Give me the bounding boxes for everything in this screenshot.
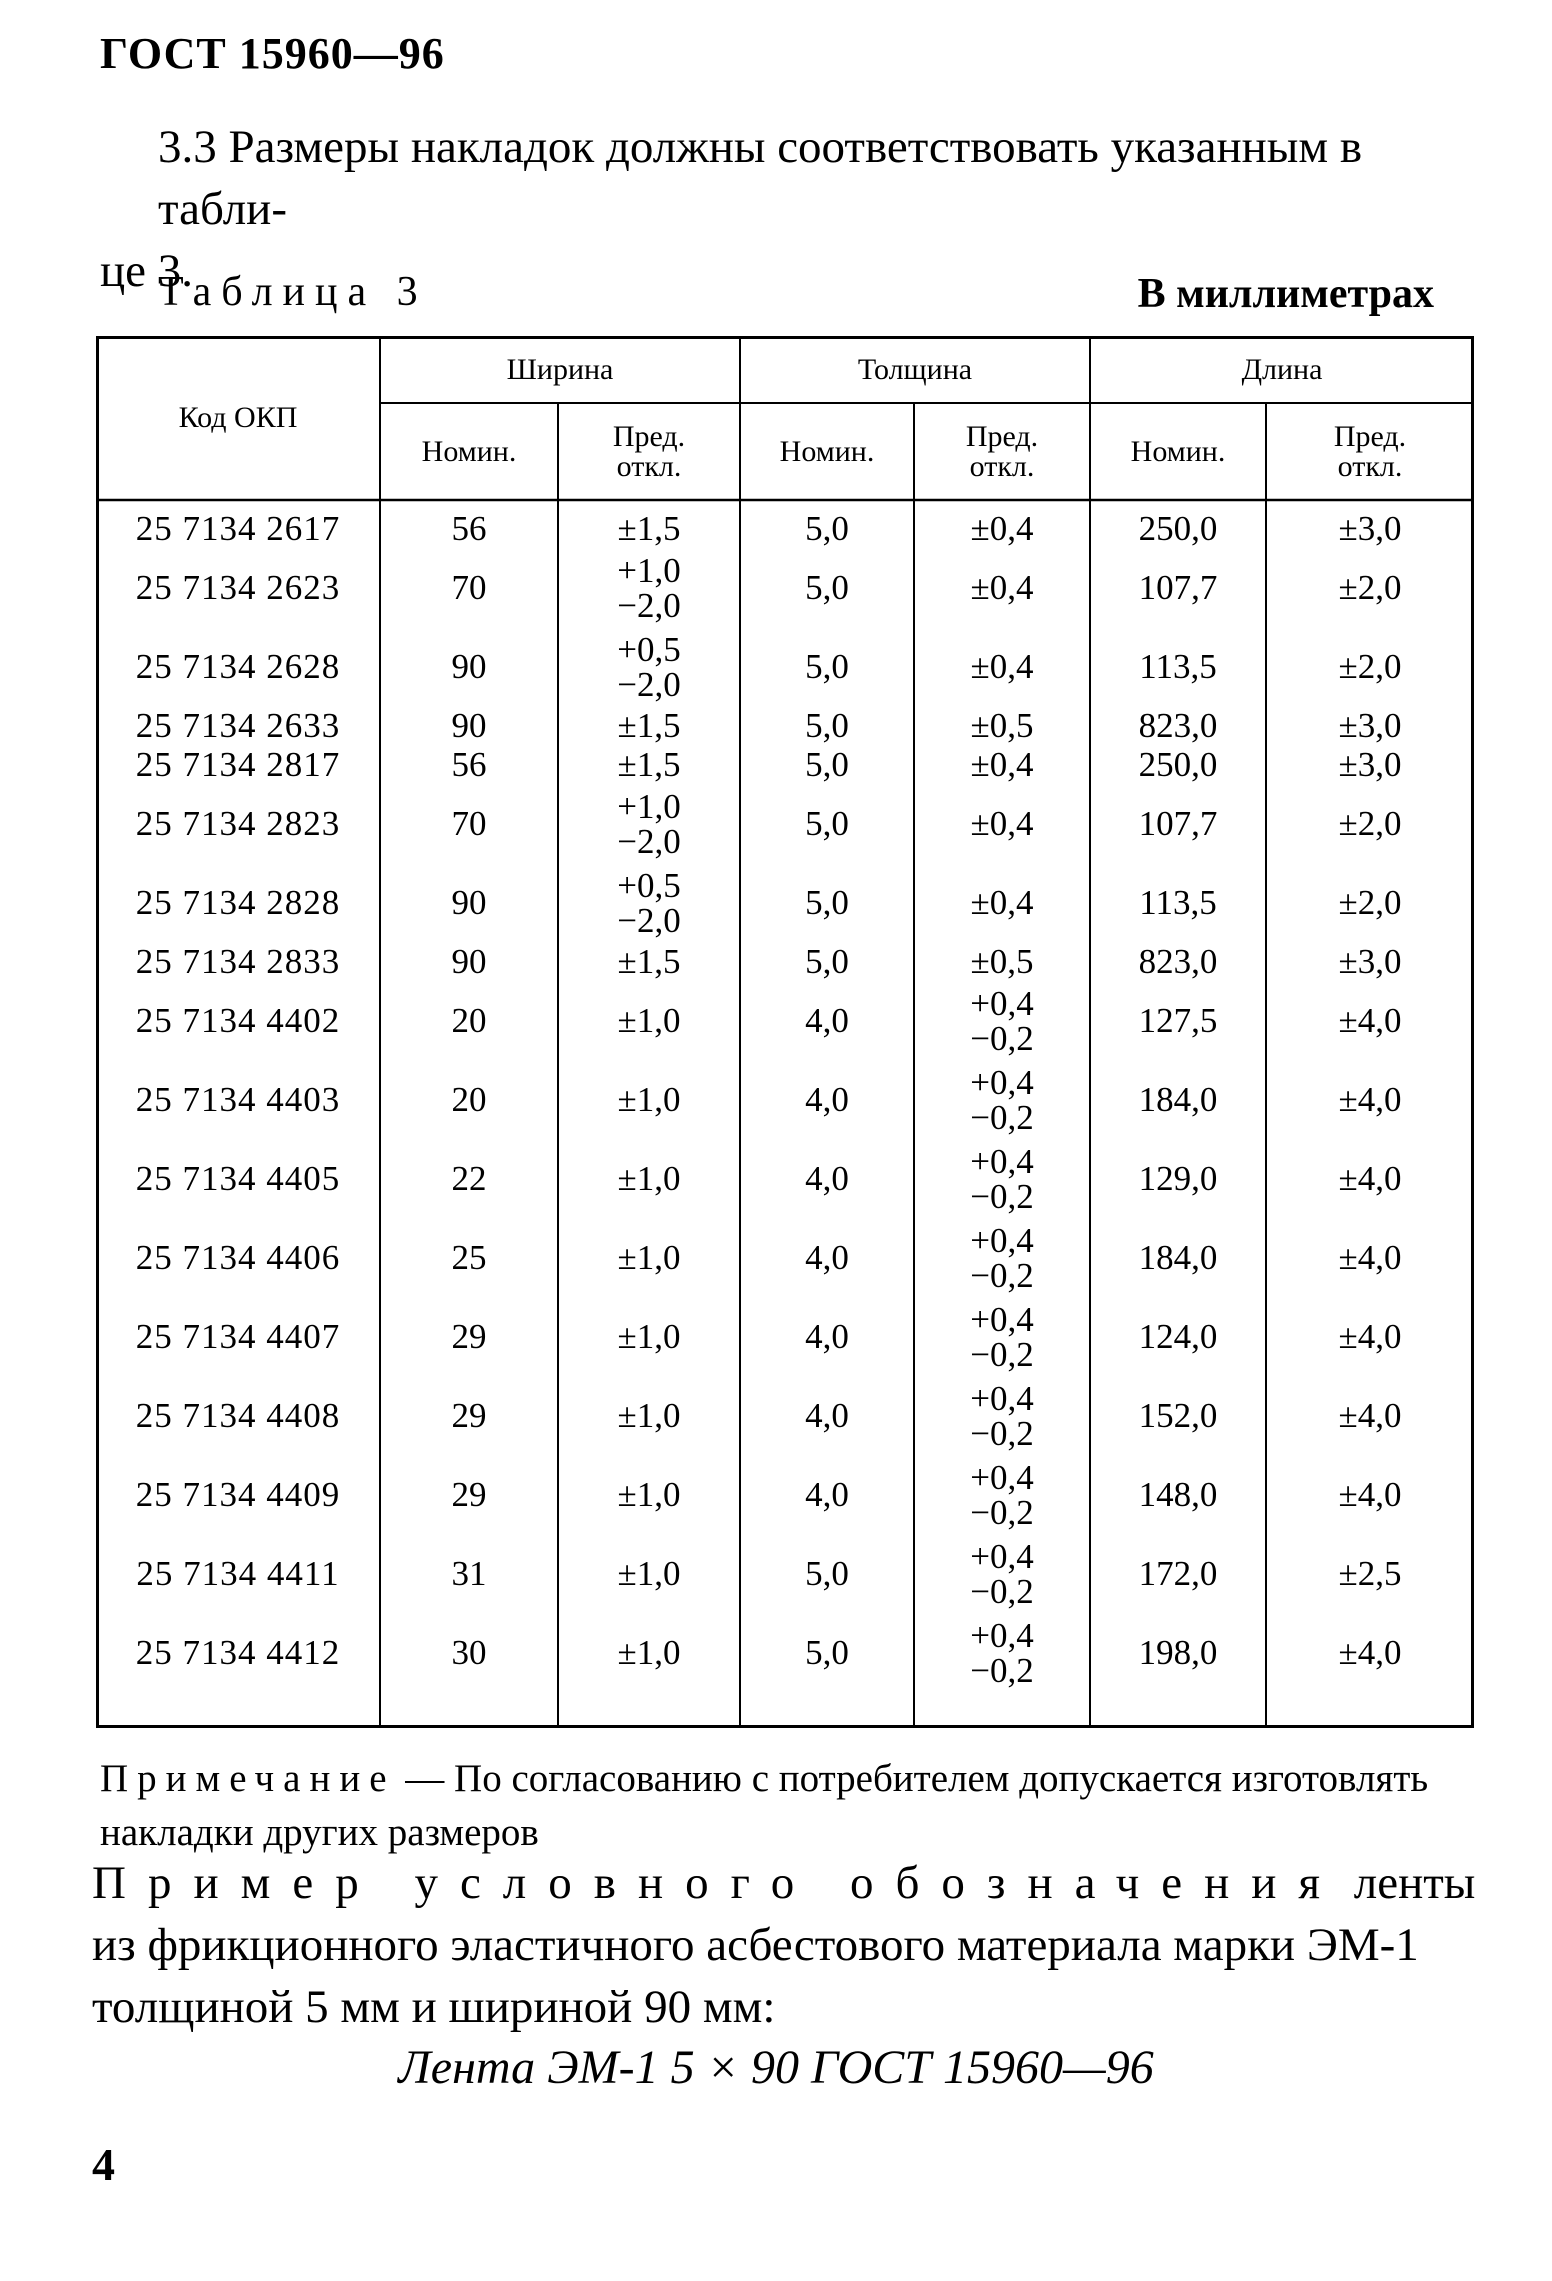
clause-line-1: 3.3 Размеры накладок должны соответствовать указанным в табли- [158,121,1363,235]
tolerance-value: ±1,5 [617,942,681,982]
row-width-nominal: 29 [451,1317,487,1357]
row-length-nominal: 198,0 [1138,1633,1218,1673]
tolerance-value: ±1,0 [617,1317,681,1357]
row-width-nominal: 90 [451,706,487,746]
row-width-tolerance [558,1377,740,1456]
header-nominal: Номин. [1130,434,1226,468]
row-width-tolerance [558,1614,740,1693]
row-width-tolerance [558,1456,740,1535]
tolerance-value: ±0,5 [970,942,1034,982]
row-thickness-tolerance [914,1298,1090,1377]
row-thickness-tolerance [914,1219,1090,1298]
table-units: В миллиметрах [1137,271,1434,317]
row-width-tolerance [558,746,740,785]
clause-line-2: це 3. [100,245,194,297]
row-width-tolerance [558,943,740,982]
row-thickness-nominal: 4,0 [805,1396,849,1436]
tolerance-value: ±0,4 [970,568,1034,608]
row-thickness-tolerance [914,1377,1090,1456]
document-header: ГОСТ 15960—96 [100,29,445,78]
header-group-1: Толщина [857,352,973,386]
tolerance-value: −0,2 [970,1097,1034,1137]
row-code: 25 7134 4411 [136,1554,340,1594]
tolerance-value: ±0,5 [970,706,1034,746]
tolerance-value: ±0,4 [970,804,1034,844]
row-length-tolerance: ±4,0 [1338,1080,1402,1120]
row-thickness-nominal: 4,0 [805,1080,849,1120]
row-length-tolerance: ±4,0 [1338,1475,1402,1515]
example-text: ленты из фрикционного эластичного асбестового материала марки ЭМ-1 толщиной 5 мм и шириной 90 мм: [92,1857,1476,2033]
row-thickness-nominal: 5,0 [805,804,849,844]
row-length-nominal: 184,0 [1138,1080,1218,1120]
example-lead: Пример условного обозначения [92,1857,1342,1909]
tolerance-value: ±1,0 [617,1080,681,1120]
row-code: 25 7134 4406 [135,1238,341,1278]
row-thickness-tolerance [914,1140,1090,1219]
table-caption: Таблица 3 [158,269,428,315]
row-thickness-nominal: 4,0 [805,1159,849,1199]
row-width-nominal: 90 [451,883,487,923]
tolerance-value: ±0,4 [970,883,1034,923]
row-width-nominal: 29 [451,1396,487,1436]
row-length-tolerance: ±3,0 [1338,509,1402,549]
tolerance-value: +0,4 [970,984,1034,1024]
row-code: 25 7134 2623 [135,568,341,608]
row-length-tolerance: ±3,0 [1338,745,1402,785]
row-width-nominal: 20 [451,1080,487,1120]
row-thickness-nominal: 4,0 [805,1001,849,1041]
row-code: 25 7134 4405 [135,1159,341,1199]
row-length-nominal: 107,7 [1138,804,1218,844]
tolerance-value: −2,0 [617,664,681,704]
tolerance-value: ±1,5 [617,509,681,549]
header-tolerance [558,403,740,500]
row-thickness-nominal: 5,0 [805,745,849,785]
row-width-tolerance [558,982,740,1061]
header-tolerance [914,403,1090,500]
row-code: 25 7134 2823 [135,804,341,844]
row-length-nominal: 148,0 [1138,1475,1218,1515]
row-length-tolerance: ±4,0 [1338,1317,1402,1357]
row-length-tolerance: ±3,0 [1338,706,1402,746]
row-width-tolerance [558,707,740,746]
row-thickness-nominal: 5,0 [805,509,849,549]
tolerance-value: ±0,4 [970,647,1034,687]
row-length-tolerance: ±2,0 [1338,883,1402,923]
row-width-tolerance [558,628,740,707]
row-thickness-nominal: 5,0 [805,942,849,982]
row-length-tolerance: ±2,0 [1338,804,1402,844]
row-width-nominal: 31 [451,1554,487,1594]
row-length-tolerance: ±4,0 [1338,1633,1402,1673]
tolerance-value: −0,2 [970,1176,1034,1216]
row-thickness-nominal: 5,0 [805,647,849,687]
row-length-tolerance: ±4,0 [1338,1001,1402,1041]
tolerance-value: +0,5 [617,866,681,906]
row-width-tolerance [558,785,740,864]
header-tolerance-line2: откл. [969,449,1035,483]
tolerance-value: +0,4 [970,1537,1034,1577]
row-length-tolerance: ±4,0 [1338,1238,1402,1278]
header-group-0: Ширина [506,352,614,386]
row-thickness-tolerance [914,864,1090,943]
row-thickness-tolerance [914,1614,1090,1693]
tolerance-value: ±0,4 [970,509,1034,549]
tolerance-value: ±1,0 [617,1475,681,1515]
row-width-nominal: 90 [451,647,487,687]
row-thickness-nominal: 5,0 [805,1633,849,1673]
tolerance-value: +0,4 [970,1221,1034,1261]
row-thickness-tolerance [914,707,1090,746]
tolerance-value: −2,0 [617,585,681,625]
row-code: 25 7134 2833 [135,942,341,982]
tolerance-value: +1,0 [617,787,681,827]
header-tolerance-line1: Пред. [1333,420,1407,454]
tolerance-value: −0,2 [970,1334,1034,1374]
row-thickness-nominal: 5,0 [805,1554,849,1594]
tolerance-value: +0,4 [970,1063,1034,1103]
tolerance-value: −0,2 [970,1018,1034,1058]
tolerance-value: −0,2 [970,1571,1034,1611]
row-width-nominal: 22 [451,1159,487,1199]
row-thickness-nominal: 5,0 [805,568,849,608]
row-thickness-nominal: 4,0 [805,1238,849,1278]
row-thickness-nominal: 5,0 [805,706,849,746]
tolerance-value: −0,2 [970,1413,1034,1453]
tolerance-value: ±1,0 [617,1633,681,1673]
row-length-tolerance: ±4,0 [1338,1396,1402,1436]
row-thickness-tolerance [914,549,1090,628]
row-length-tolerance: ±2,0 [1338,647,1402,687]
header-tolerance [1266,403,1474,500]
tolerance-value: ±1,0 [617,1159,681,1199]
row-length-nominal: 124,0 [1138,1317,1218,1357]
tolerance-value: ±1,0 [617,1396,681,1436]
header-tolerance-line2: откл. [1337,449,1403,483]
tolerance-value: +0,4 [970,1142,1034,1182]
row-length-nominal: 127,5 [1138,1001,1218,1041]
row-width-nominal: 70 [451,804,487,844]
tolerance-value: +0,4 [970,1300,1034,1340]
row-thickness-nominal: 5,0 [805,883,849,923]
row-length-tolerance: ±2,5 [1338,1554,1402,1594]
row-length-nominal: 250,0 [1138,745,1218,785]
row-thickness-tolerance [914,943,1090,982]
row-thickness-tolerance [914,510,1090,549]
row-width-tolerance [558,549,740,628]
row-width-tolerance [558,1061,740,1140]
row-width-nominal: 25 [451,1238,487,1278]
row-length-nominal: 152,0 [1138,1396,1218,1436]
row-code: 25 7134 2628 [135,647,341,687]
row-width-tolerance [558,1140,740,1219]
row-thickness-tolerance [914,1535,1090,1614]
tolerance-value: −0,2 [970,1255,1034,1295]
tolerance-value: ±0,4 [970,745,1034,785]
row-code: 25 7134 2828 [135,883,341,923]
row-length-nominal: 113,5 [1139,647,1217,687]
tolerance-value: ±1,0 [617,1554,681,1594]
row-length-nominal: 107,7 [1138,568,1218,608]
table-note [100,1752,1480,1860]
row-width-nominal: 20 [451,1001,487,1041]
row-thickness-tolerance [914,785,1090,864]
header-nominal: Номин. [779,434,875,468]
row-length-tolerance: ±3,0 [1338,942,1402,982]
row-width-tolerance [558,510,740,549]
row-code: 25 7134 4409 [135,1475,341,1515]
page-number: 4 [92,2139,115,2190]
row-width-tolerance [558,1535,740,1614]
row-length-nominal: 129,0 [1138,1159,1218,1199]
row-code: 25 7134 4407 [135,1317,341,1357]
row-width-nominal: 29 [451,1475,487,1515]
row-code: 25 7134 4403 [135,1080,341,1120]
tolerance-value: ±1,5 [617,745,681,785]
designation-example [92,1852,1482,2038]
header-tolerance-line2: откл. [616,449,682,483]
row-code: 25 7134 2617 [135,509,341,549]
row-thickness-tolerance [914,1061,1090,1140]
row-thickness-tolerance [914,1456,1090,1535]
row-code: 25 7134 4408 [135,1396,341,1436]
header-group-2: Длина [1241,352,1323,386]
tolerance-value: −2,0 [617,821,681,861]
row-width-nominal: 56 [451,509,487,549]
note-text: — По согласованию с потребителем допускается изготовлять накладки других размеров [100,1757,1429,1854]
row-width-nominal: 56 [451,745,487,785]
row-width-tolerance [558,1298,740,1377]
row-width-tolerance [558,1219,740,1298]
row-thickness-tolerance [914,628,1090,707]
header-tolerance-line1: Пред. [612,420,686,454]
tolerance-value: +1,0 [617,551,681,591]
row-code: 25 7134 4402 [135,1001,341,1041]
tolerance-value: +0,4 [970,1379,1034,1419]
row-code: 25 7134 2817 [135,745,341,785]
row-length-nominal: 823,0 [1138,706,1218,746]
row-thickness-tolerance [914,982,1090,1061]
header-code: Код ОКП [178,401,298,435]
tolerance-value: ±1,0 [617,1001,681,1041]
row-thickness-tolerance [914,746,1090,785]
row-width-nominal: 30 [451,1633,487,1673]
row-length-nominal: 172,0 [1138,1554,1218,1594]
row-length-nominal: 113,5 [1139,883,1217,923]
row-length-nominal: 184,0 [1138,1238,1218,1278]
tolerance-value: −0,2 [970,1650,1034,1690]
row-thickness-nominal: 4,0 [805,1475,849,1515]
row-width-nominal: 90 [451,942,487,982]
row-code: 25 7134 2633 [135,706,341,746]
row-width-nominal: 70 [451,568,487,608]
row-code: 25 7134 4412 [135,1633,341,1673]
designation-formula: Лента ЭМ-1 5 × 90 ГОСТ 15960—96 [398,2041,1154,2094]
row-thickness-nominal: 4,0 [805,1317,849,1357]
row-length-tolerance: ±4,0 [1338,1159,1402,1199]
tolerance-value: −2,0 [617,900,681,940]
tolerance-value: +0,4 [970,1458,1034,1498]
header-nominal: Номин. [421,434,517,468]
note-lead: Примечание [100,1757,396,1800]
row-length-nominal: 250,0 [1138,509,1218,549]
dimensions-table [96,336,1474,1728]
tolerance-value: +0,5 [617,630,681,670]
row-length-nominal: 823,0 [1138,942,1218,982]
tolerance-value: ±1,5 [617,706,681,746]
header-tolerance-line1: Пред. [965,420,1039,454]
tolerance-value: +0,4 [970,1616,1034,1656]
tolerance-value: ±1,0 [617,1238,681,1278]
tolerance-value: −0,2 [970,1492,1034,1532]
row-width-tolerance [558,864,740,943]
row-length-tolerance: ±2,0 [1338,568,1402,608]
